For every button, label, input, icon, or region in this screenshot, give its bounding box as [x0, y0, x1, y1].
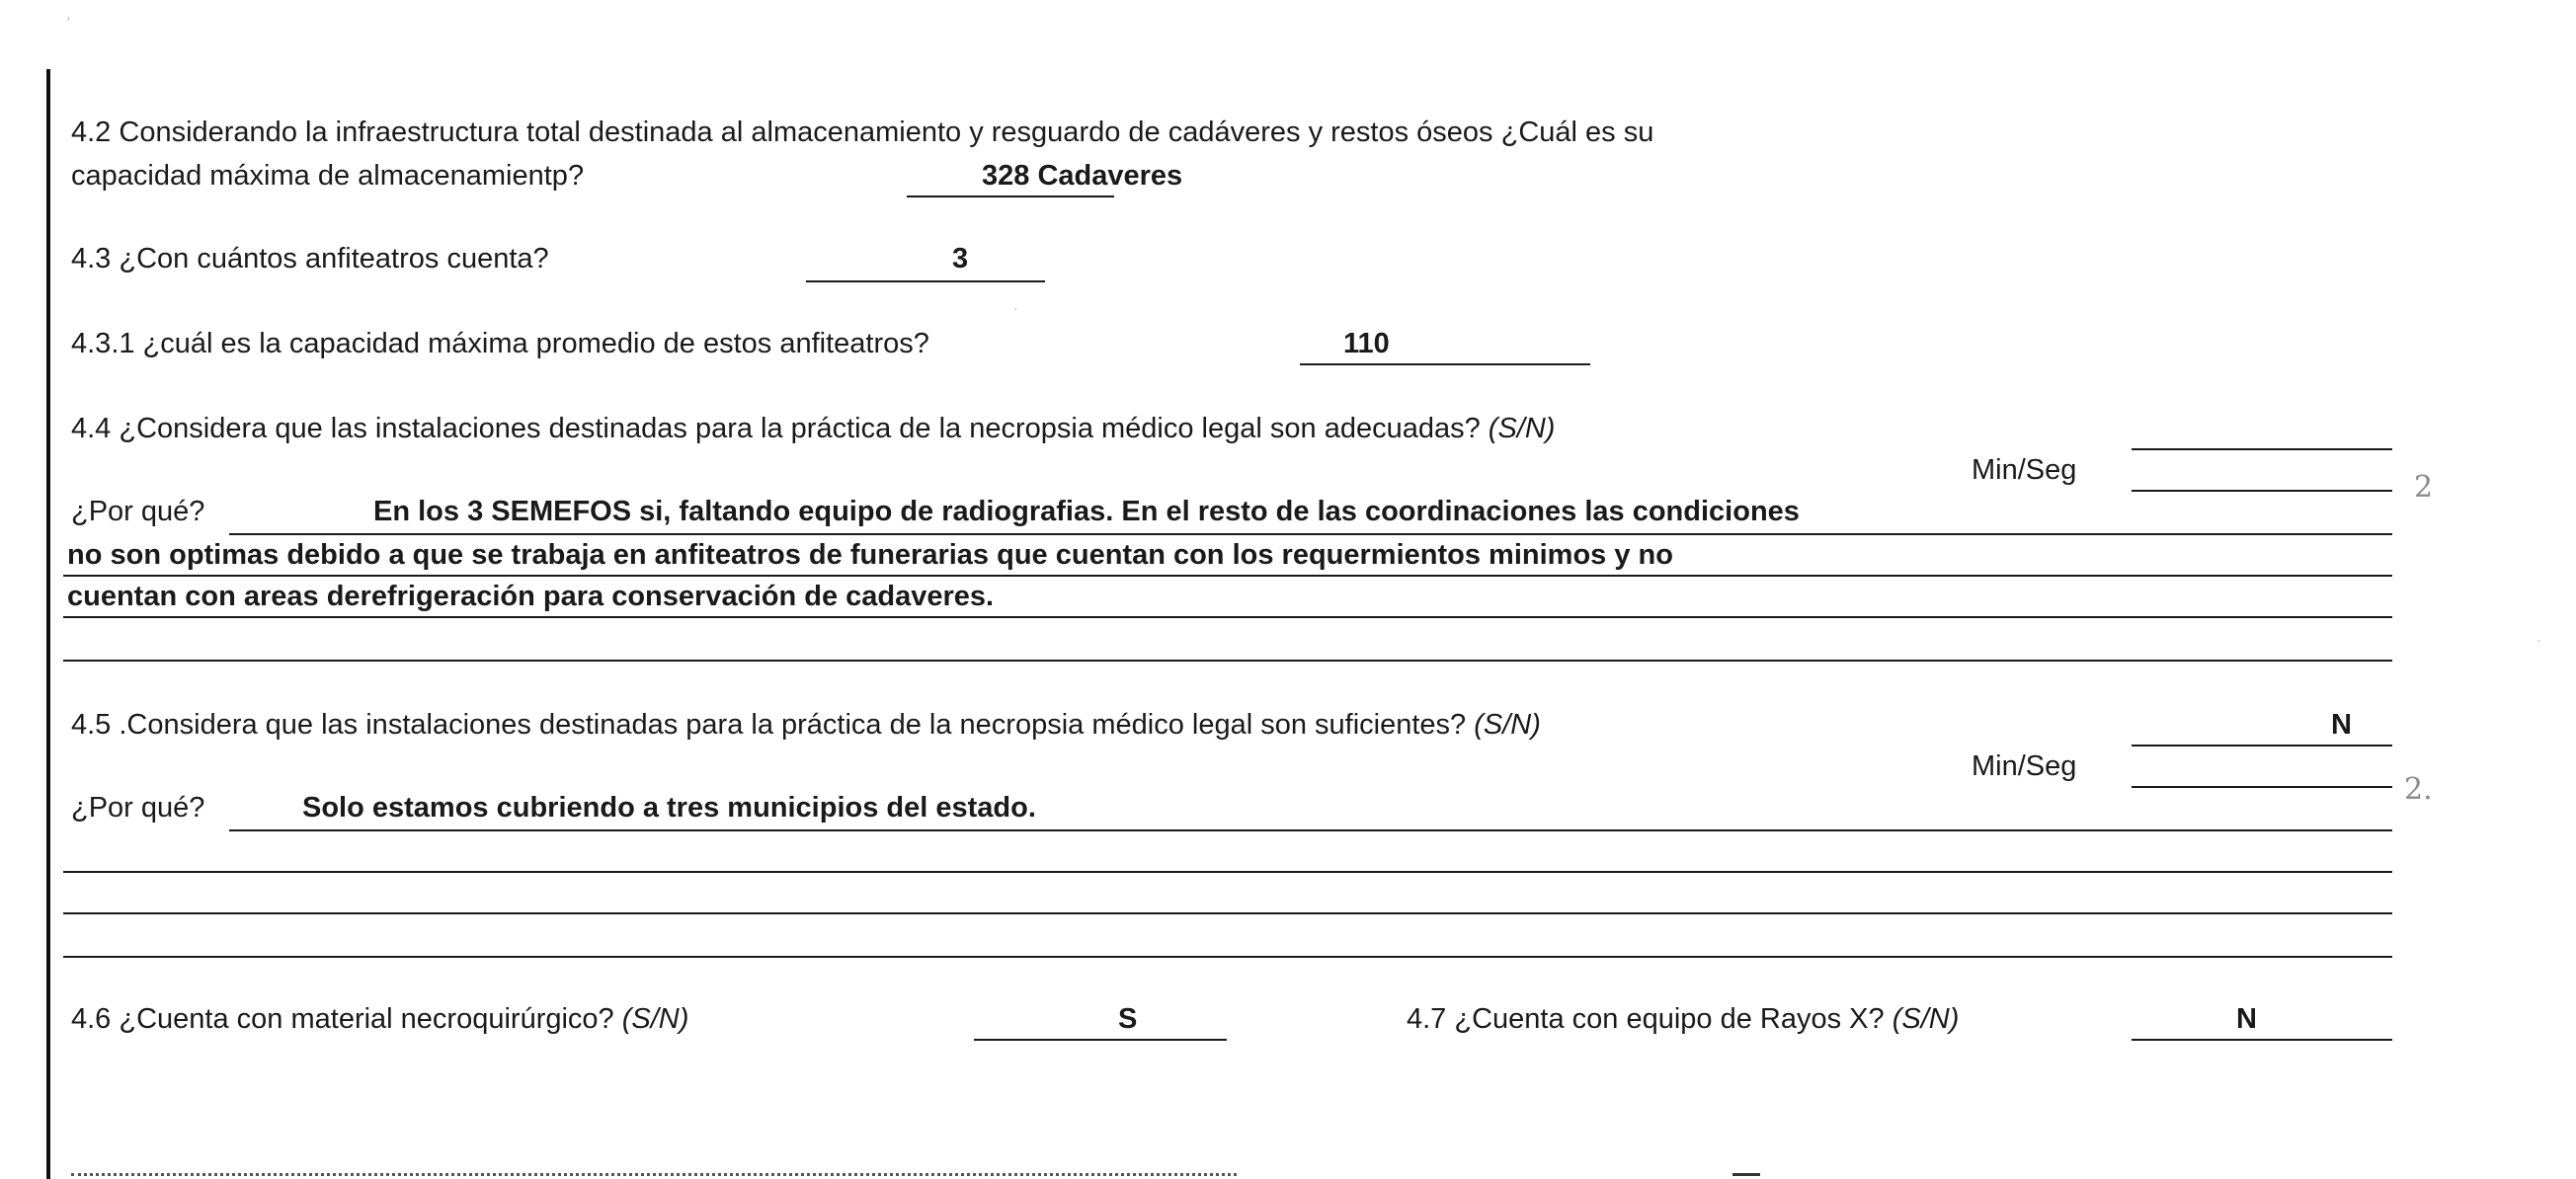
q4-3-question: 4.3 ¿Con cuántos anfiteatros cuenta? [71, 243, 549, 275]
q4-4-reason-line2: no son optimas debido a que se trabaja en anfiteatros de funerarias que cuentan con los requermientos minimos y no [67, 539, 1673, 571]
q4-5-porque-label: ¿Por qué? [71, 792, 205, 824]
q4-4-reason-rule4 [63, 660, 2392, 662]
q4-6-sn-hint: (S/N) [621, 1003, 689, 1035]
q4-4-porque-label: ¿Por qué? [71, 496, 205, 527]
q4-5-sn-hint: (S/N) [1474, 709, 1541, 741]
q4-5-answer-line [2132, 745, 2392, 747]
q4-4-sn-hint: (S/N) [1488, 413, 1556, 444]
q4-2-answer: 328 Cadaveres [982, 160, 1183, 192]
next-answer-cutoff [1732, 1169, 1760, 1179]
q4-5-question [71, 709, 1541, 742]
q4-5-pencil-mark: 2. [2404, 772, 2433, 807]
q4-6-answer: S [1118, 1003, 1138, 1035]
q4-3-answer-line [806, 280, 1045, 282]
q4-4-pencil-mark: 2 [2414, 470, 2434, 505]
q4-2-question-line1: 4.2 Considerando la infraestructura total destinada al almacenamiento y resguardo de cadáveres y restos óseos ¿Cuál es su [71, 117, 1654, 148]
q4-4-reason-line3: cuentan con areas derefrigeración para conservación de cadaveres. [67, 581, 995, 612]
q4-5-reason-line1: Solo estamos cubriendo a tres municipios del estado. [302, 792, 1036, 824]
q4-7-question [1407, 1003, 1959, 1036]
q4-3-answer: 3 [952, 243, 969, 275]
q4-5-min-seg-line [2132, 786, 2392, 788]
q4-4-reason-line1: En los 3 SEMEFOS si, faltando equipo de radiografias. En el resto de las coordinaciones las condiciones [373, 496, 1800, 527]
q4-4-question-text: 4.4 ¿Considera que las instalaciones destinadas para la práctica de la necropsia médico legal son adecuadas? [71, 413, 1481, 444]
q4-2-answer-line [907, 196, 1114, 197]
q4-6-question [71, 1003, 688, 1036]
q4-7-answer-line [2132, 1039, 2392, 1041]
q4-7-sn-hint: (S/N) [1892, 1003, 1960, 1035]
q4-7-question-text: 4.7 ¿Cuenta con equipo de Rayos X? [1407, 1003, 1885, 1035]
q4-5-reason-rule3 [63, 912, 2392, 914]
q4-6-answer-line [974, 1039, 1227, 1041]
q4-5-min-seg-label: Min/Seg [1972, 750, 2077, 782]
q4-4-reason-rule1 [229, 533, 2392, 535]
q4-4-min-seg-label: Min/Seg [1972, 454, 2077, 486]
scan-speck: · [2536, 632, 2541, 648]
scan-speck: ' [67, 14, 70, 30]
q4-5-reason-rule4 [63, 956, 2392, 958]
q4-5-reason-rule1 [229, 829, 2392, 831]
q4-7-answer: N [2236, 1003, 2257, 1035]
q4-3-1-answer-line [1300, 363, 1590, 365]
q4-3-1-answer: 110 [1343, 328, 1390, 359]
q4-4-answer-line [2132, 448, 2392, 450]
q4-2-question-line2: capacidad máxima de almacenamientp? [71, 160, 585, 192]
q4-5-question-text: 4.5 .Considera que las instalaciones destinadas para la práctica de la necropsia médico legal son suficientes? [71, 709, 1467, 741]
next-question-cutoff [71, 1169, 1237, 1179]
q4-5-reason-rule2 [63, 871, 2392, 873]
q4-3-1-question: 4.3.1 ¿cuál es la capacidad máxima promedio de estos anfiteatros? [71, 328, 929, 359]
q4-4-reason-rule2 [63, 575, 2392, 577]
scan-speck: · [1013, 300, 1018, 316]
q4-4-reason-rule3 [63, 616, 2392, 618]
q4-6-question-text: 4.6 ¿Cuenta con material necroquirúrgico? [71, 1003, 614, 1035]
q4-4-question [71, 413, 1555, 445]
q4-5-answer: N [2331, 709, 2352, 741]
q4-4-min-seg-line [2132, 490, 2392, 492]
form-left-border [46, 69, 50, 1179]
